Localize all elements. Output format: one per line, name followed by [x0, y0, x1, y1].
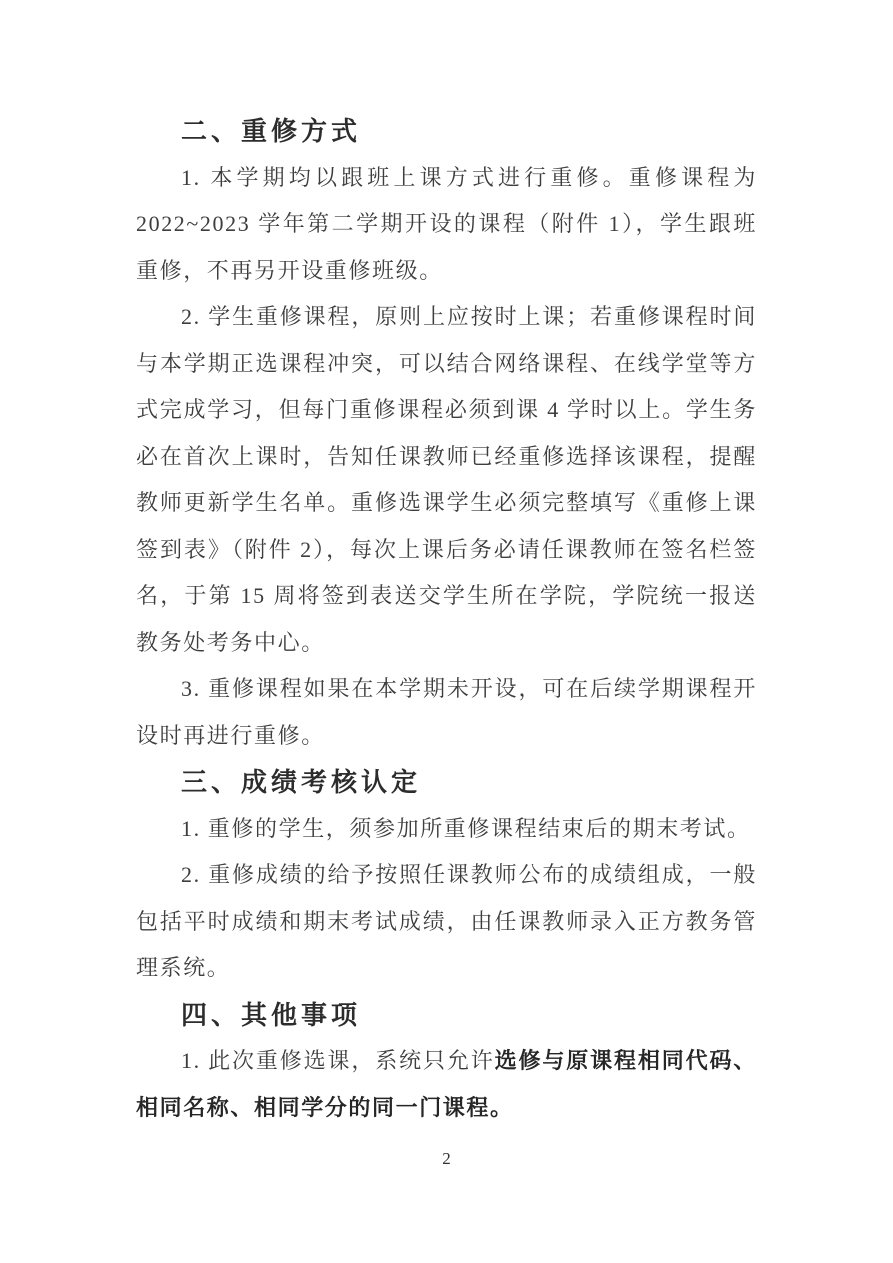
section-4-paragraph-1-text: 1. 此次重修选课，系统只允许	[181, 1048, 495, 1073]
section-3-paragraph-1: 1. 重修的学生，须参加所重修课程结束后的期末考试。	[181, 815, 751, 841]
section-4-paragraph-1	[136, 1038, 757, 1131]
section-2-heading: 二、重修方式	[181, 116, 362, 146]
section-4-heading: 四、其他事项	[181, 999, 362, 1030]
section-3-heading: 三、成绩考核认定	[181, 767, 422, 797]
page-number: 2	[442, 1149, 451, 1168]
section-2-paragraph-3: 3. 重修课程如果在本学期未开设，可在后续学期课程开设时再进行重修。	[136, 676, 757, 748]
section-3-paragraph-2: 2. 重修成绩的给予按照任课教师公布的成绩组成，一般包括平时成绩和期末考试成绩，由任课教师录入正方教务管理系统。	[136, 862, 757, 980]
document-content	[136, 108, 757, 1131]
section-4-paragraph-1-bold-text: 选修与原课程相同代码、相同名称、相同学分的同一门课程。	[136, 1048, 757, 1120]
section-2-paragraph-1: 1. 本学期均以跟班上课方式进行重修。重修课程为 2022~2023 学年第二学期开设的课程（附件 1），学生跟班重修，不再另开设重修班级。	[136, 164, 757, 283]
section-2-paragraph-2: 2. 学生重修课程，原则上应按时上课；若重修课程时间与本学期正选课程冲突，可以结合网络课程、在线学堂等方式完成学习，但每门重修课程必须到课 4 学时以上。学生务必在首次上课时，告知任课教师已经重修选择该课程，提醒教师更新学生名单。重修选课学生必须完整填写《重修上课签到表》（附件 2），每次上课后务必请任课教师在签名栏签名，于第 15 周将签到表送交学生所在学院，学院统一报送教务处考务中心。	[136, 304, 757, 655]
